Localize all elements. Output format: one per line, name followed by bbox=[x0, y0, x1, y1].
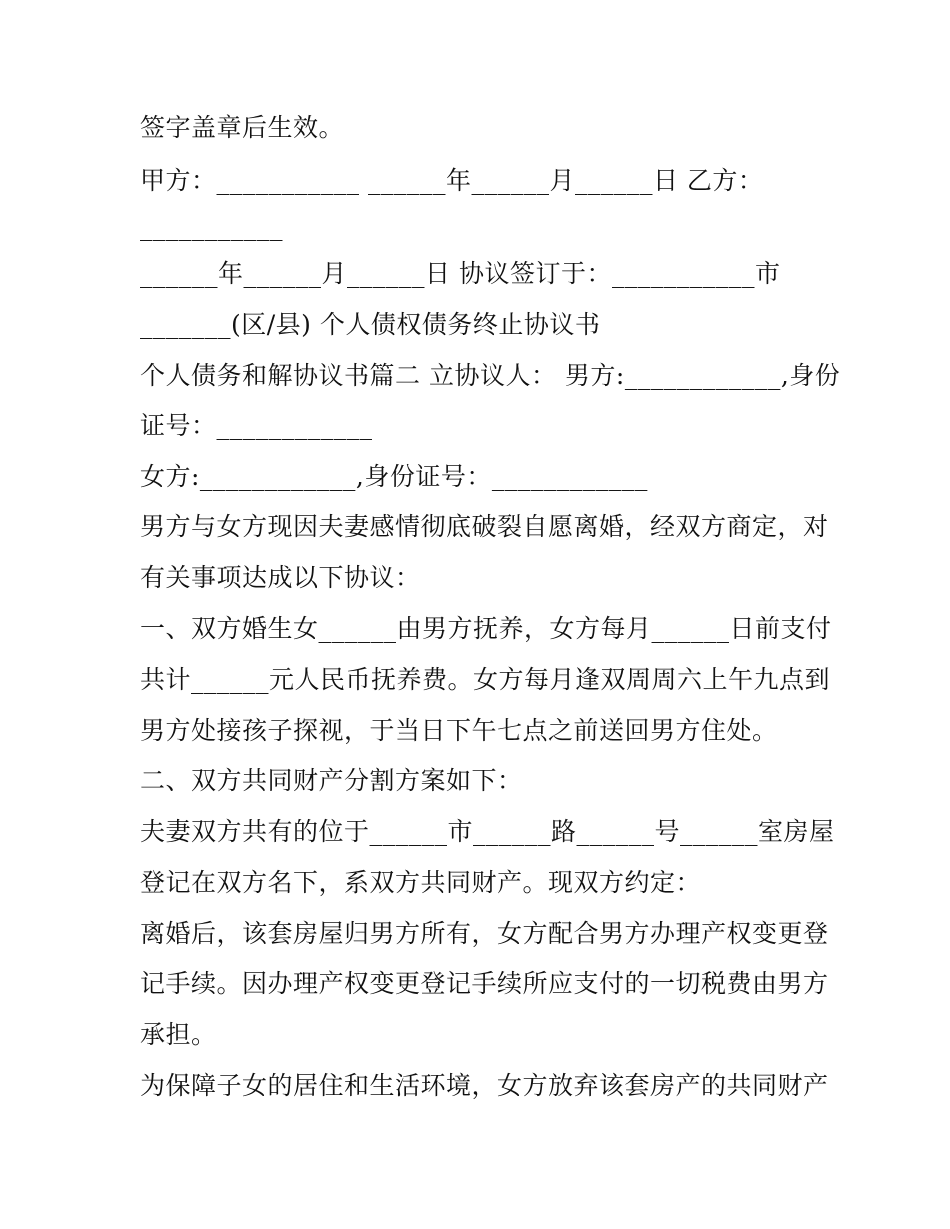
paragraph-line: 承担。 bbox=[140, 1020, 217, 1049]
paragraph-line: 共计______元人民币抚养费。女方每月逢双周周六上午九点到 bbox=[140, 665, 831, 694]
paragraph-line: 二、双方共同财产分割方案如下： bbox=[140, 766, 523, 795]
paragraph-line: 登记在双方名下，系双方共同财产。现双方约定： bbox=[140, 868, 702, 897]
paragraph-line: 甲方：___________ ______年______月______日 乙方： bbox=[140, 166, 764, 195]
paragraph-line: 男方与女方现因夫妻感情彻底破裂自愿离婚，经双方商定，对 bbox=[140, 512, 829, 541]
paragraph-line: 离婚后，该套房屋归男方所有，女方配合男方办理产权变更登 bbox=[140, 919, 829, 948]
paragraph-line: _______(区/县) 个人债权债务终止协议书 bbox=[140, 310, 601, 339]
paragraph-line: 夫妻双方共有的位于______市______路______号______室房屋 bbox=[140, 817, 835, 846]
paragraph-line: ___________ bbox=[140, 212, 283, 241]
paragraph-line: 有关事项达成以下协议： bbox=[140, 563, 421, 592]
paragraph-line: 证号：____________ bbox=[140, 411, 373, 440]
paragraph-line: 签字盖章后生效。 bbox=[140, 113, 345, 142]
paragraph-line: 男方处接孩子探视，于当日下午七点之前送回男方住处。 bbox=[140, 716, 778, 745]
paragraph-line: 记手续。因办理产权变更登记手续所应支付的一切税费由男方 bbox=[140, 969, 829, 998]
paragraph-line: ______年______月______日 协议签订于：___________市 bbox=[140, 259, 781, 288]
paragraph-line: 女方:____________,身份证号：____________ bbox=[140, 462, 648, 491]
paragraph-line: 一、双方婚生女______由男方抚养，女方每月______日前支付 bbox=[140, 614, 832, 643]
paragraph-line: 为保障子女的居住和生活环境，女方放弃该套房产的共同财产 bbox=[140, 1071, 829, 1100]
paragraph-line: 个人债务和解协议书篇二 立协议人： 男方:____________,身份 bbox=[140, 361, 841, 390]
